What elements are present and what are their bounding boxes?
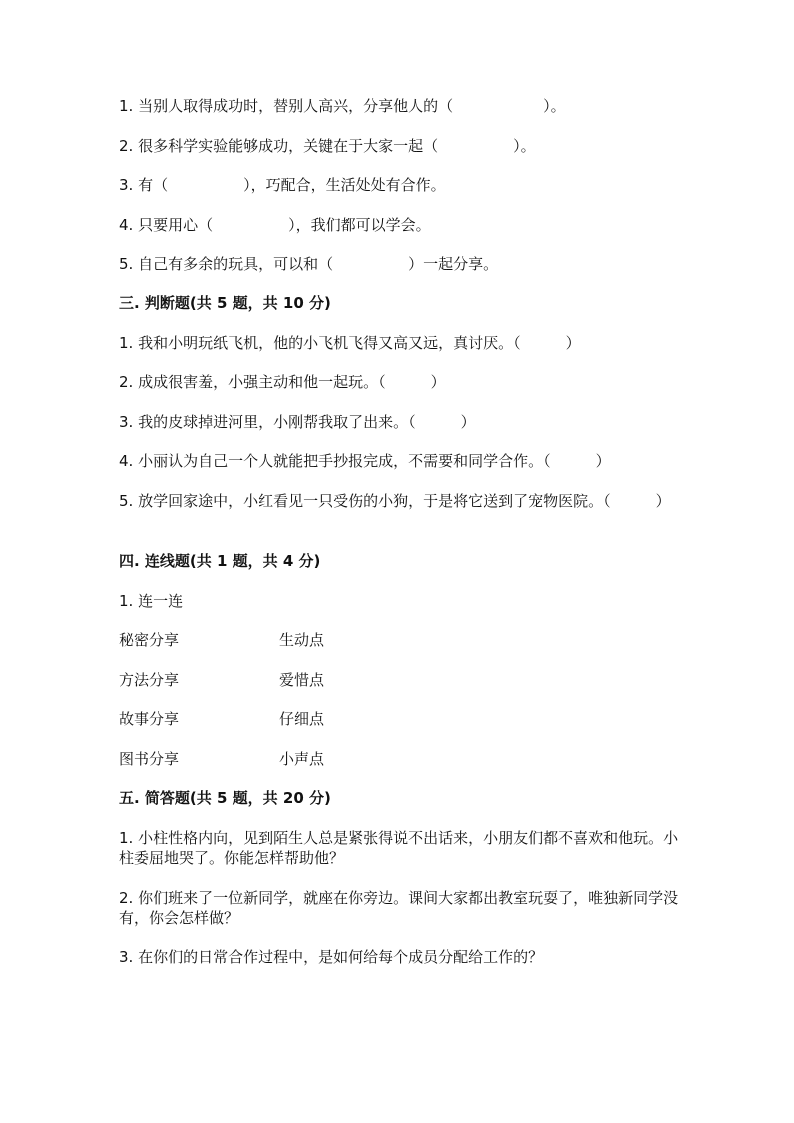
matching-left-item: 图书分享	[119, 750, 180, 768]
fill-blank-item-1: 1. 当别人取得成功时，替别人高兴，分享他人的（ ）。	[119, 97, 566, 115]
matching-left-item: 故事分享	[119, 710, 180, 728]
matching-right-item: 爱惜点	[279, 671, 325, 689]
fill-blank-item-4: 4. 只要用心（ ），我们都可以学会。	[119, 216, 431, 234]
judgment-item-2: 2. 成成很害羞，小强主动和他一起玩。（ ）	[119, 373, 446, 391]
fill-blank-item-5: 5. 自己有多余的玩具，可以和（ ）一起分享。	[119, 255, 499, 273]
short-answer-section-title: 五. 简答题(共 5 题，共 20 分)	[119, 789, 331, 807]
matching-left-item: 方法分享	[119, 671, 180, 689]
judgment-section-title: 三. 判断题(共 5 题，共 10 分)	[119, 294, 331, 312]
matching-right-item: 生动点	[279, 631, 325, 649]
short-answer-item-1: 1. 小柱性格内向，见到陌生人总是紧张得说不出话来，小朋友们都不喜欢和他玩。小柱委屈地哭了。你能怎样帮助他？	[119, 829, 679, 867]
matching-left-item: 秘密分享	[119, 631, 180, 649]
judgment-item-4: 4. 小丽认为自己一个人就能把手抄报完成，不需要和同学合作。（ ）	[119, 452, 611, 470]
short-answer-item-3: 3. 在你们的日常合作过程中，是如何给每个成员分配给工作的？	[119, 948, 544, 966]
matching-question: 1. 连一连	[119, 592, 184, 610]
judgment-item-3: 3. 我的皮球掉进河里，小刚帮我取了出来。（ ）	[119, 413, 476, 431]
matching-right-item: 小声点	[279, 750, 325, 768]
matching-section-title: 四. 连线题(共 1 题，共 4 分)	[119, 552, 321, 570]
judgment-item-5: 5. 放学回家途中，小红看见一只受伤的小狗，于是将它送到了宠物医院。（ ）	[119, 492, 671, 510]
matching-right-item: 仔细点	[279, 710, 325, 728]
judgment-item-1: 1. 我和小明玩纸飞机，他的小飞机飞得又高又远，真讨厌。（ ）	[119, 334, 581, 352]
fill-blank-item-2: 2. 很多科学实验能够成功，关键在于大家一起（ ）。	[119, 137, 536, 155]
short-answer-item-2: 2. 你们班来了一位新同学，就座在你旁边。课间大家都出教室玩耍了，唯独新同学没有，你会怎样做？	[119, 889, 679, 927]
fill-blank-item-3: 3. 有（ ），巧配合，生活处处有合作。	[119, 176, 446, 194]
